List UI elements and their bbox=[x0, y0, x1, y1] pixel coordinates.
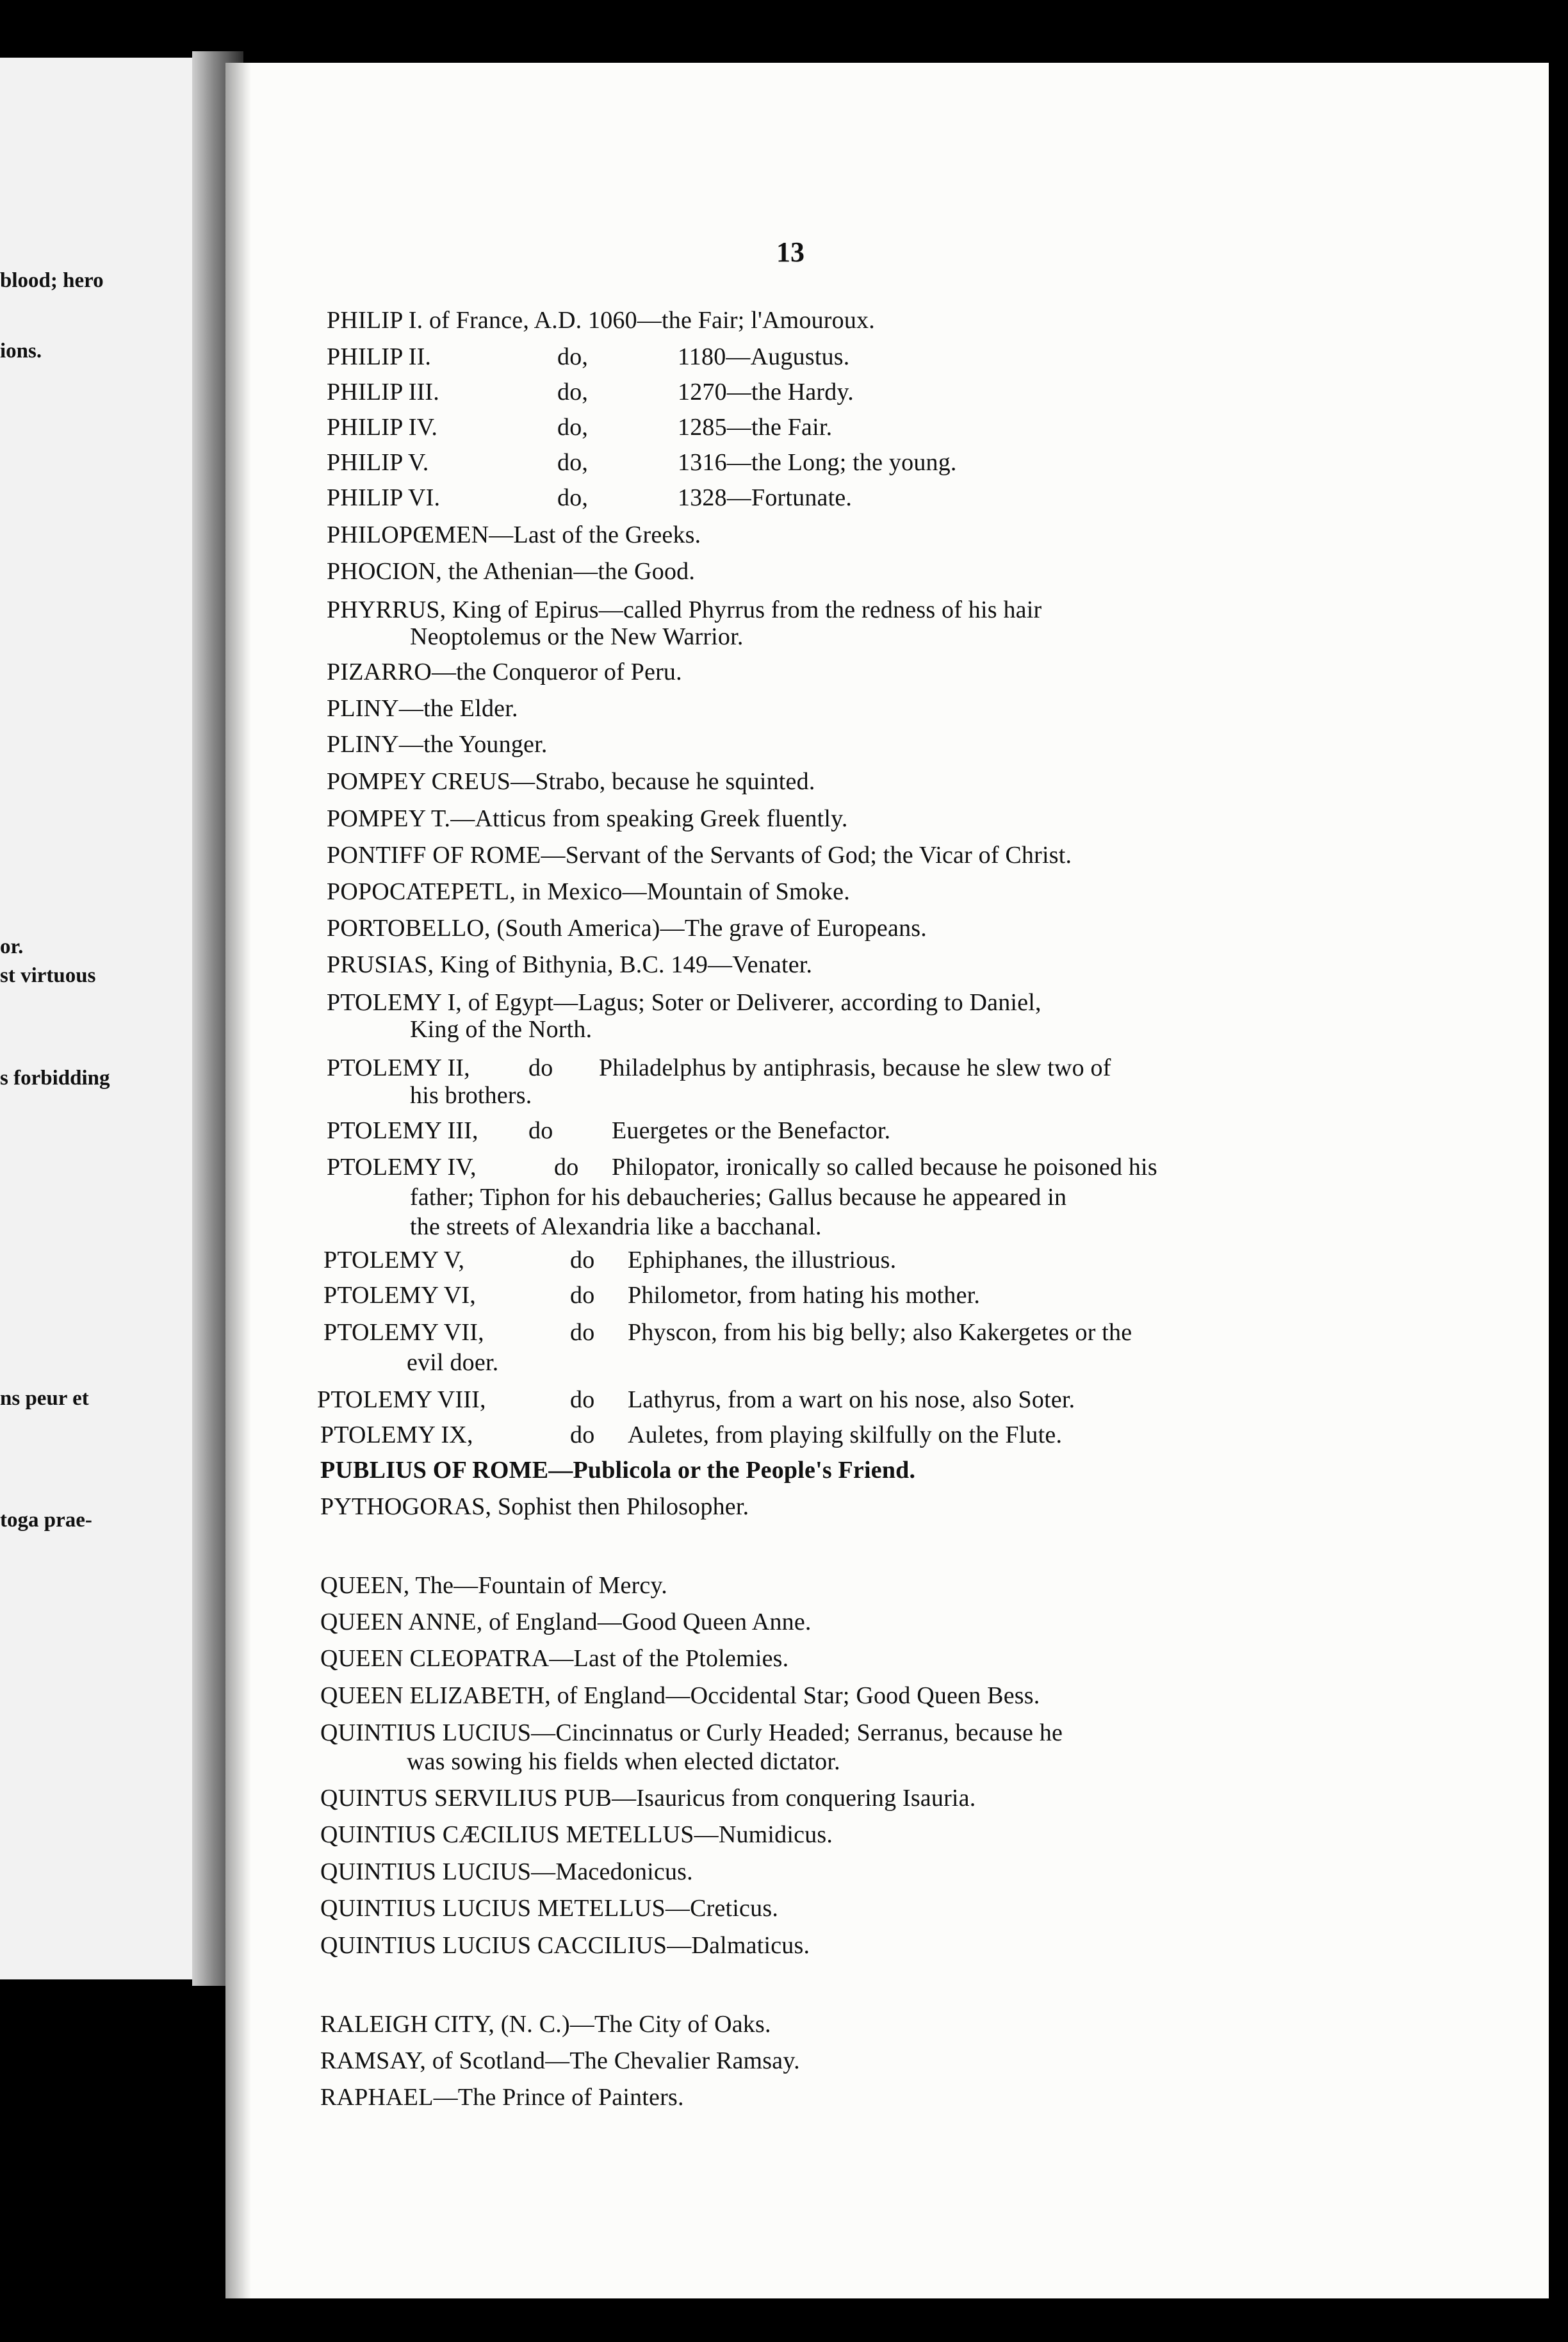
entry-line: PHILIP I. of France, A.D. 1060—the Fair; l'Amouroux. bbox=[327, 307, 875, 334]
entry-line: QUINTIUS LUCIUS METELLUS—Creticus. bbox=[320, 1895, 779, 1922]
entry-ditto: do bbox=[570, 1421, 595, 1448]
entry-ditto: do bbox=[570, 1319, 595, 1346]
entry-line: PYTHOGORAS, Sophist then Philosopher. bbox=[320, 1493, 749, 1520]
entry-ditto: do bbox=[570, 1247, 595, 1273]
entry-line: RAPHAEL—The Prince of Painters. bbox=[320, 2084, 684, 2111]
entry-desc: Philopator, ironically so called because he poisoned his bbox=[612, 1154, 1157, 1181]
entry-line: PLINY—the Elder. bbox=[327, 695, 518, 722]
facing-page-fragment: blood; hero bbox=[0, 269, 104, 292]
entry-desc: Lathyrus, from a wart on his nose, also Soter. bbox=[628, 1386, 1075, 1413]
entry-name: PHILIP IV. bbox=[327, 414, 438, 441]
entry-ditto: do bbox=[528, 1054, 553, 1081]
page-number: 13 bbox=[776, 236, 804, 268]
entry-line: PIZARRO—the Conqueror of Peru. bbox=[327, 659, 682, 685]
facing-page bbox=[0, 58, 211, 1979]
facing-page-fragment: st virtuous bbox=[0, 964, 96, 987]
facing-page-fragment: ions. bbox=[0, 340, 42, 363]
entry-line: QUEEN ELIZABETH, of England—Occidental Star; Good Queen Bess. bbox=[320, 1682, 1040, 1709]
entry-line: QUINTUS SERVILIUS PUB—Isauricus from conquering Isauria. bbox=[320, 1785, 976, 1812]
entry-desc: Philadelphus by antiphrasis, because he slew two of bbox=[599, 1054, 1111, 1081]
entry-line: QUEEN ANNE, of England—Good Queen Anne. bbox=[320, 1609, 812, 1635]
entry-continuation: the streets of Alexandria like a bacchanal. bbox=[410, 1213, 822, 1240]
entry-ditto: do, bbox=[557, 343, 589, 370]
entry-line: QUEEN CLEOPATRA—Last of the Ptolemies. bbox=[320, 1645, 789, 1672]
entry-line: QUINTIUS LUCIUS—Cincinnatus or Curly Headed; Serranus, because he bbox=[320, 1719, 1063, 1746]
entry-line: PONTIFF OF ROME—Servant of the Servants of God; the Vicar of Christ. bbox=[327, 842, 1072, 869]
entry-name: PTOLEMY III, bbox=[327, 1117, 478, 1144]
entry-continuation: Neoptolemus or the New Warrior. bbox=[410, 623, 744, 650]
entry-line: QUEEN, The—Fountain of Mercy. bbox=[320, 1572, 667, 1599]
entry-ditto: do bbox=[554, 1154, 579, 1181]
entry-name: PTOLEMY VII, bbox=[323, 1319, 484, 1346]
entry-ditto: do, bbox=[557, 484, 589, 511]
entry-line: PHOCION, the Athenian—the Good. bbox=[327, 558, 696, 585]
entry-line: POMPEY T.—Atticus from speaking Greek fluently. bbox=[327, 805, 848, 832]
entry-desc: 1270—the Hardy. bbox=[678, 379, 854, 405]
entry-ditto: do bbox=[570, 1386, 595, 1413]
entry-line: POPOCATEPETL, in Mexico—Mountain of Smoke. bbox=[327, 878, 850, 905]
entry-desc: Ephiphanes, the illustrious. bbox=[628, 1247, 897, 1273]
entry-continuation: King of the North. bbox=[410, 1016, 592, 1043]
entry-continuation: father; Tiphon for his debaucheries; Gallus because he appeared in bbox=[410, 1184, 1067, 1211]
entry-name: PTOLEMY V, bbox=[323, 1247, 465, 1273]
entry-name: PTOLEMY IV, bbox=[327, 1154, 477, 1181]
entry-name: PTOLEMY IX, bbox=[320, 1421, 473, 1448]
facing-page-fragment: s forbidding bbox=[0, 1067, 110, 1090]
entry-name: PHILIP III. bbox=[327, 379, 439, 405]
entry-ditto: do, bbox=[557, 449, 589, 476]
bleed-through-text bbox=[1481, 357, 1549, 2215]
facing-page-fragment: or. bbox=[0, 935, 24, 958]
entry-ditto: do bbox=[570, 1282, 595, 1309]
entry-line: PORTOBELLO, (South America)—The grave of Europeans. bbox=[327, 915, 927, 942]
entry-line: PLINY—the Younger. bbox=[327, 731, 548, 758]
entry-name: PHILIP VI. bbox=[327, 484, 441, 511]
entry-name: PHILIP V. bbox=[327, 449, 429, 476]
entry-desc: Euergetes or the Benefactor. bbox=[612, 1117, 891, 1144]
entry-line: POMPEY CREUS—Strabo, because he squinted. bbox=[327, 768, 815, 795]
entry-line: QUINTIUS LUCIUS CACCILIUS—Dalmaticus. bbox=[320, 1932, 810, 1959]
entry-desc: 1180—Augustus. bbox=[678, 343, 850, 370]
entry-line: PRUSIAS, King of Bithynia, B.C. 149—Venater. bbox=[327, 951, 813, 978]
entry-continuation: was sowing his fields when elected dictator. bbox=[407, 1748, 840, 1775]
entry-line: RALEIGH CITY, (N. C.)—The City of Oaks. bbox=[320, 2011, 771, 2038]
entry-ditto: do, bbox=[557, 379, 589, 405]
entry-line: QUINTIUS CÆCILIUS METELLUS—Numidicus. bbox=[320, 1821, 833, 1848]
entry-desc: Philometor, from hating his mother. bbox=[628, 1282, 981, 1309]
entry-line: PTOLEMY I, of Egypt—Lagus; Soter or Deliverer, according to Daniel, bbox=[327, 989, 1041, 1016]
entry-line: PHYRRUS, King of Epirus—called Phyrrus from the redness of his hair bbox=[327, 596, 1042, 623]
entry-line: PUBLIUS OF ROME—Publicola or the People's Friend. bbox=[320, 1457, 916, 1484]
entry-continuation: his brothers. bbox=[410, 1082, 532, 1109]
entry-name: PTOLEMY VIII, bbox=[317, 1386, 486, 1413]
facing-page-fragment: ns peur et bbox=[0, 1387, 89, 1410]
entry-name: PTOLEMY VI, bbox=[323, 1282, 476, 1309]
entry-name: PHILIP II. bbox=[327, 343, 432, 370]
entry-continuation: evil doer. bbox=[407, 1349, 499, 1376]
entry-line: PHILOPŒMEN—Last of the Greeks. bbox=[327, 521, 701, 548]
entry-desc: 1285—the Fair. bbox=[678, 414, 833, 441]
entry-desc: 1328—Fortunate. bbox=[678, 484, 853, 511]
entry-line: RAMSAY, of Scotland—The Chevalier Ramsay. bbox=[320, 2047, 800, 2074]
entry-name: PTOLEMY II, bbox=[327, 1054, 470, 1081]
gutter-shadow bbox=[225, 63, 251, 2298]
facing-page-fragment: toga prae- bbox=[0, 1509, 92, 1532]
entry-ditto: do bbox=[528, 1117, 553, 1144]
entry-desc: 1316—the Long; the young. bbox=[678, 449, 957, 476]
entry-ditto: do, bbox=[557, 414, 589, 441]
entry-desc: Auletes, from playing skilfully on the Flute. bbox=[628, 1421, 1063, 1448]
entry-desc: Physcon, from his big belly; also Kakergetes or the bbox=[628, 1319, 1132, 1346]
entry-line: QUINTIUS LUCIUS—Macedonicus. bbox=[320, 1858, 693, 1885]
